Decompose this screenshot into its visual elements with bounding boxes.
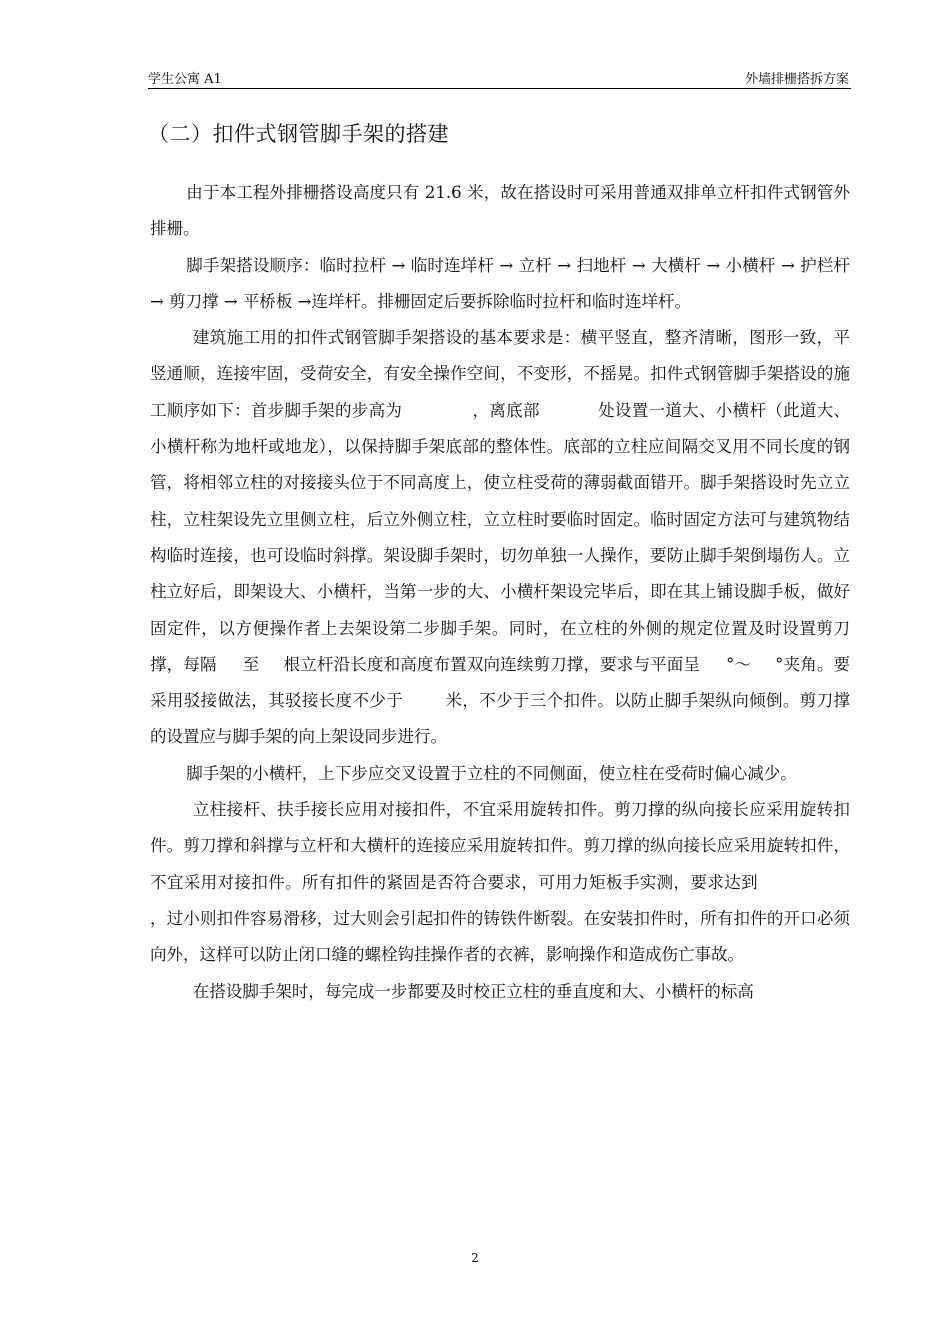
paragraph-5-part-a: 立柱接杆、扶手接长应用对接扣件，不宜采用旋转扣件。剪刀撑的纵向接长应采用旋转扣件。剪刀撑和斜撑与立杆和大横杆的连接应采用旋转扣件。剪刀撑的纵向接长应采用旋转扣件，不宜采用对接扣件。所有扣件的紧固是否符合要求，可用力矩板手实测，要求达到: [150, 800, 850, 892]
header-left-text: 学生公寓 A1: [148, 72, 222, 87]
paragraph-6: 在搭设脚手架时，每完成一步都要及时校正立柱的垂直度和大、小横杆的标高: [192, 981, 754, 1001]
paragraph-1: 由于本工程外排栅搭设高度只有 21.6 米，故在搭设时可采用普通双排单立杆扣件式钢管外排栅。: [150, 183, 850, 239]
section-heading: （二）扣件式钢管脚手架的搭建: [148, 122, 449, 146]
page-number: 2: [471, 1251, 479, 1265]
paragraph-3-part-g: °夹角。要采用驳接做法，其驳接长度不少于: [150, 654, 851, 711]
document-body: [150, 175, 850, 1010]
paragraph-5-part-b: ，过小则扣件容易滑移，过大则会引起扣件的铸铁件断裂。在安装扣件时，所有扣件的开口必须向外，这样可以防止闭口缝的螺栓钩挂操作者的衣裤，影响操作和造成伤亡事故。: [150, 908, 850, 965]
paragraph-3-part-h: 米，不少于三个扣件。以防止脚手架纵向倾倒。剪刀撑的设置应与脚手架的向上架设同步进行。: [150, 691, 851, 747]
paragraph-2: 脚手架搭设顺序：临时拉杆 → 临时连垟杆 → 立杆 → 扫地杆 → 大横杆 → 小横杆 → 护栏杆 → 剪刀撑 → 平桥板 →连垟杆。排栅固定后要拆除临时拉杆和临时连垟杆。: [150, 255, 850, 311]
paragraph-3-part-f: °～: [726, 654, 752, 674]
paragraph-4: 脚手架的小横杆，上下步应交叉设置于立柱的不同侧面，使立柱在受荷时偏心减少。: [186, 763, 797, 783]
paragraph-3: [150, 320, 850, 756]
page-header: [148, 66, 851, 89]
paragraph-3-part-a: 建筑施工用的扣件式钢管脚手架搭设的基本要求是：横平竖直，整齐清晰，图形一致，平竖通顺，连接牢固，受荷安全，有安全操作空间，不变形，不摇晃。扣件式钢管脚手架搭设的施工顺序如下：首步脚手架的步高为: [150, 328, 850, 420]
header-right-text: 外墙排栅搭拆方案: [744, 72, 849, 87]
paragraph-5: [150, 792, 850, 973]
paragraph-3-part-e: 根立杆沿长度和高度布置双向连续剪刀撑，要求与平面呈: [283, 654, 701, 674]
paragraph-3-part-c: 处设置一道大、小横杆（此道大、小横杆称为地杆或地龙），以保持脚手架底部的整体性。底部的立柱应间隔交叉用不同长度的钢管，将相邻立柱的对接接头位于不同高度上，使立柱受荷的薄弱截面错开。脚手架搭设时先立立柱，立柱架设先立里侧立柱，后立外侧立柱，立立柱时要临时固定。临时固定方法可与建筑物结构临时连接，也可设临时斜撑。架设脚手架时，切勿单独一人操作，要防止脚手架倒塌伤人。立柱立好后，即架设大、小横杆，当第一步的大、小横杆架设完毕后，即在其上铺设脚手板，做好固定件，以方便操作者上去架设第二步脚手架。同时，在立柱的外侧的规定位置及时设置剪刀撑，每隔: [150, 400, 851, 674]
paragraph-3-part-d: 至: [242, 654, 260, 674]
paragraph-3-part-b: ，离底部: [472, 400, 540, 420]
